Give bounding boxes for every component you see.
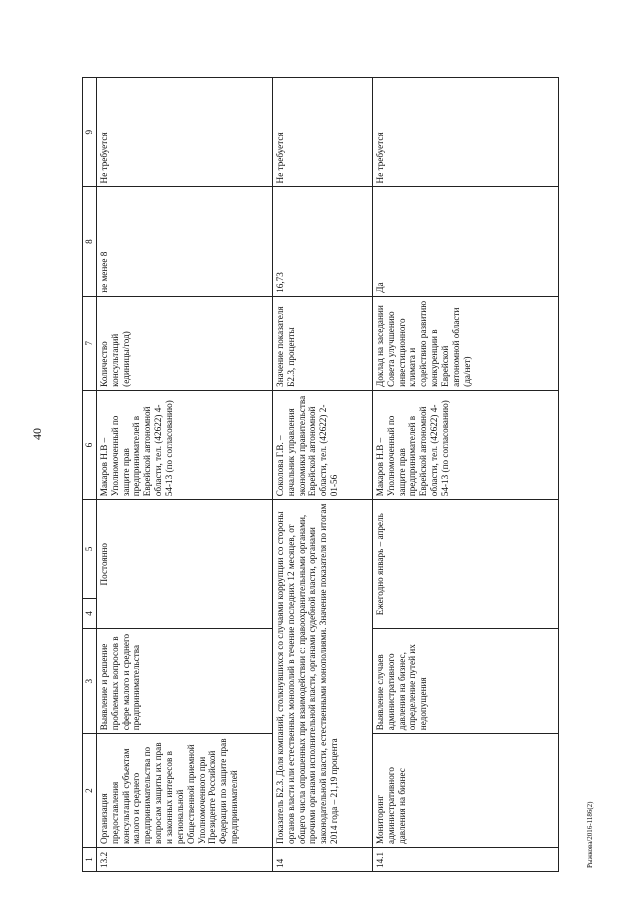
col-header: 3 <box>83 629 97 734</box>
responsible-cell: Макаров Н.В – Уполномоченный по защите прав предпринимателей в Еврейской автономной области, тел. (42622) 4-54-13 (по согласованию) <box>96 390 272 499</box>
col-header: 7 <box>83 296 97 390</box>
plan-table <box>82 77 559 872</box>
value-cell: Да <box>372 187 558 296</box>
document-footer: Рыжкова/2016-1186(2) <box>586 801 594 868</box>
col-header: 6 <box>83 390 97 499</box>
value-cell: 16,73 <box>272 187 372 296</box>
col-header: 1 <box>83 847 97 871</box>
financing-cell: Не требуется <box>372 78 558 187</box>
col-header: 5 <box>83 500 97 598</box>
col-header: 8 <box>83 187 97 296</box>
indicator-cell: Доклад на заседании Совета улучшению инвестиционного климата и содействию развитию конкуренции в Еврейской автономной области (да/нет) <box>372 296 558 390</box>
indicator-cell: Количество консультаций (единицы/год) <box>96 296 272 390</box>
row-number: 14 <box>272 847 372 871</box>
timing-cell: Ежегодно январь – апрель <box>372 500 558 629</box>
col-header: 2 <box>83 734 97 848</box>
indicator-cell: Значение показателя Б2.3, проценты <box>272 296 372 390</box>
timing-cell: Постоянно <box>96 500 272 629</box>
table-row <box>96 78 272 872</box>
col-header: 9 <box>83 78 97 187</box>
page-number: 40 <box>30 428 44 440</box>
indicator-description-cell: Показатель Б2.3. Доля компаний, столкнувшихся со случаями коррупции со стороны органов власти или естественных монополий в течение последних 12 месяцев, от общего числа опрошенных при взаимодействии с: правоохранительными органами, прочими органами исполнительной власти, органами судебной власти, органами законодательной власти, естественными монополиями. Значение показателя по итогам 2014 года – 21,19 процента <box>272 500 372 848</box>
event-cell: Мониторинг административного давления на бизнес <box>372 734 558 848</box>
table-row <box>272 78 372 872</box>
responsible-cell: Макаров Н.В – Уполномоченный по защите прав предпринимателей в Еврейской автономной области, тел. (42622) 4-54-13 (по согласованию) <box>372 390 558 499</box>
value-cell: не менее 8 <box>96 187 272 296</box>
financing-cell: Не требуется <box>96 78 272 187</box>
col-header: 4 <box>83 598 97 629</box>
event-cell: Организация предоставления консультаций субъектам малого и среднего предпринимательства по вопросам защиты их прав и законных интересов в региональной Общественной приемной Уполномоченного при Президенте Российской Федерации по защите прав предпринимателей <box>96 734 272 848</box>
column-number-row <box>83 78 97 872</box>
task-cell: Выявление случаев административного давления на бизнес, определение путей их недопущения <box>372 629 558 734</box>
table-row <box>372 78 558 872</box>
responsible-cell: Соколова Г.В. – начальник управления экономики правительства Еврейской автономной области, тел. (42622) 2-01-56 <box>272 390 372 499</box>
row-number: 14.1 <box>372 847 558 871</box>
financing-cell: Не требуется <box>272 78 372 187</box>
task-cell: Выявление и решение проблемных вопросов в сфере малого и среднего предпринимательства <box>96 629 272 734</box>
row-number: 13.2 <box>96 847 272 871</box>
rotated-page <box>82 77 582 872</box>
